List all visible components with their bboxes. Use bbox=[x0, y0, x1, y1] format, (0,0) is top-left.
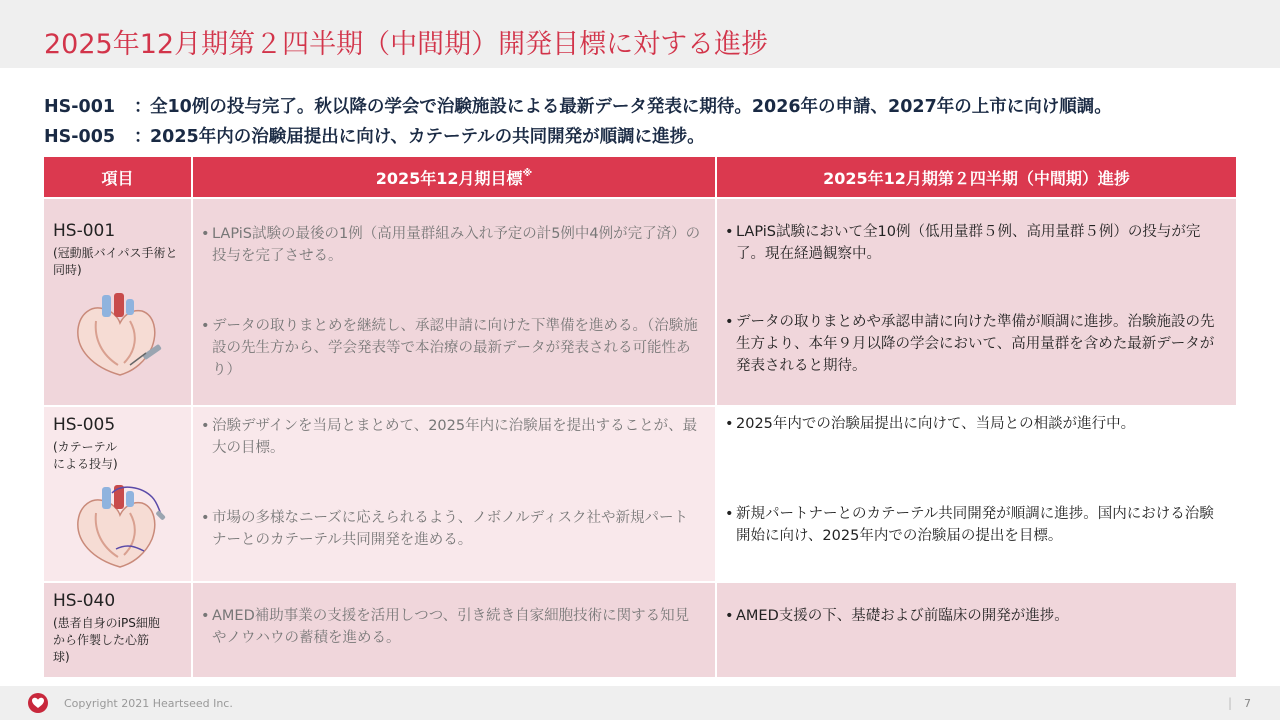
table-row-hs005-progress bbox=[717, 407, 1236, 581]
table-row-hs040-item bbox=[44, 583, 191, 677]
header-progress-label: 2025年12月期第２四半期（中間期）進捗 bbox=[823, 168, 1130, 188]
row-subtitle: (患者自身のiPS細胞から作製した心筋球) bbox=[53, 616, 160, 664]
goal-bullet: • 市場の多様なニーズに応えられるよう、ノボノルディスク社や新規パートナーとのカテーテル共同開発を進める。 bbox=[201, 510, 689, 548]
row-code: HS-040 bbox=[53, 591, 116, 611]
summary-separator: ： bbox=[134, 97, 152, 117]
summary-line-hs005 bbox=[44, 122, 1244, 152]
table-row-hs005-item bbox=[44, 407, 191, 581]
header-item-label: 項目 bbox=[101, 168, 134, 188]
summary-line-hs001 bbox=[44, 92, 1244, 122]
table-row-hs040-goal bbox=[193, 583, 715, 677]
row-code: HS-005 bbox=[53, 415, 116, 435]
progress-bullet: • LAPiS試験において全10例（低用量群５例、高用量群５例）の投与が完了。現在経過観察中。 bbox=[725, 224, 1201, 262]
summary-text: 全10例の投与完了。秋以降の学会で治験施設による最新データ発表に期待。2026年の申請、2027年の上市に向け順調。 bbox=[150, 97, 1112, 117]
summary-separator: ： bbox=[134, 127, 152, 147]
summary-code: HS-001 bbox=[44, 97, 116, 117]
summary-text: 2025年内の治験届提出に向け、カテーテルの共同開発が順調に進捗。 bbox=[150, 127, 705, 147]
heart-catheter-icon bbox=[72, 483, 168, 573]
progress-bullet: • データの取りまとめや承認申請に向けた準備が順調に進捗。治験施設の先生方より、本年９月以降の学会において、高用量群を含めた最新データが発表されると期待。 bbox=[725, 314, 1215, 374]
header-goal-label: 2025年12月期目標 bbox=[375, 168, 523, 188]
row-subtitle: (カテーテルによる投与) bbox=[53, 440, 118, 471]
table-row-hs040-progress bbox=[717, 583, 1236, 677]
header-progress bbox=[717, 157, 1236, 197]
goal-bullet: • データの取りまとめを継続し、承認申請に向けた下準備を進める。（治験施設の先生方から、学会発表等で本治療の最新データが発表される可能性あり） bbox=[201, 318, 698, 378]
row-subtitle: (冠動脈バイパス手術と同時) bbox=[53, 246, 178, 277]
heart-injection-icon bbox=[72, 291, 168, 381]
row-code: HS-001 bbox=[53, 221, 116, 241]
table-row-hs001-progress bbox=[717, 199, 1236, 405]
slide-title: 2025年12月期第２四半期（中間期）開発目標に対する進捗 bbox=[44, 29, 769, 60]
header-goal-footnote-mark: ※ bbox=[522, 167, 533, 179]
heart-logo-icon bbox=[28, 693, 48, 713]
goal-bullet: • LAPiS試験の最後の1例（高用量群組み入れ予定の計5例中4例が完了済）の投与を完了させる。 bbox=[201, 226, 701, 264]
progress-bullet: • 新規パートナーとのカテーテル共同開発が順調に進捗。国内における治験開始に向け、2025年内での治験届の提出を目標。 bbox=[725, 506, 1214, 544]
goal-bullet: • 治験デザインを当局とまとめて、2025年内に治験届を提出することが、最大の目標。 bbox=[201, 418, 698, 456]
table-row-hs001-goal bbox=[193, 199, 715, 405]
progress-bullet: • 2025年内での治験届提出に向けて、当局との相談が進行中。 bbox=[725, 416, 1136, 432]
goal-bullet: • AMED補助事業の支援を活用しつつ、引き続き自家細胞技術に関する知見やノウハウの蓄積を進める。 bbox=[201, 608, 690, 646]
summary-code: HS-005 bbox=[44, 127, 116, 147]
table-row-hs001-item bbox=[44, 199, 191, 405]
page-number: 7 bbox=[1244, 697, 1251, 710]
header-item bbox=[44, 157, 191, 197]
header-goal bbox=[193, 157, 715, 197]
copyright: Copyright 2021 Heartseed Inc. bbox=[64, 697, 233, 710]
progress-bullet: • AMED支援の下、基礎および前臨床の開発が進捗。 bbox=[725, 608, 1069, 624]
summary bbox=[44, 92, 1244, 152]
table-row-hs005-goal bbox=[193, 407, 715, 581]
page-separator: | bbox=[1228, 696, 1233, 710]
